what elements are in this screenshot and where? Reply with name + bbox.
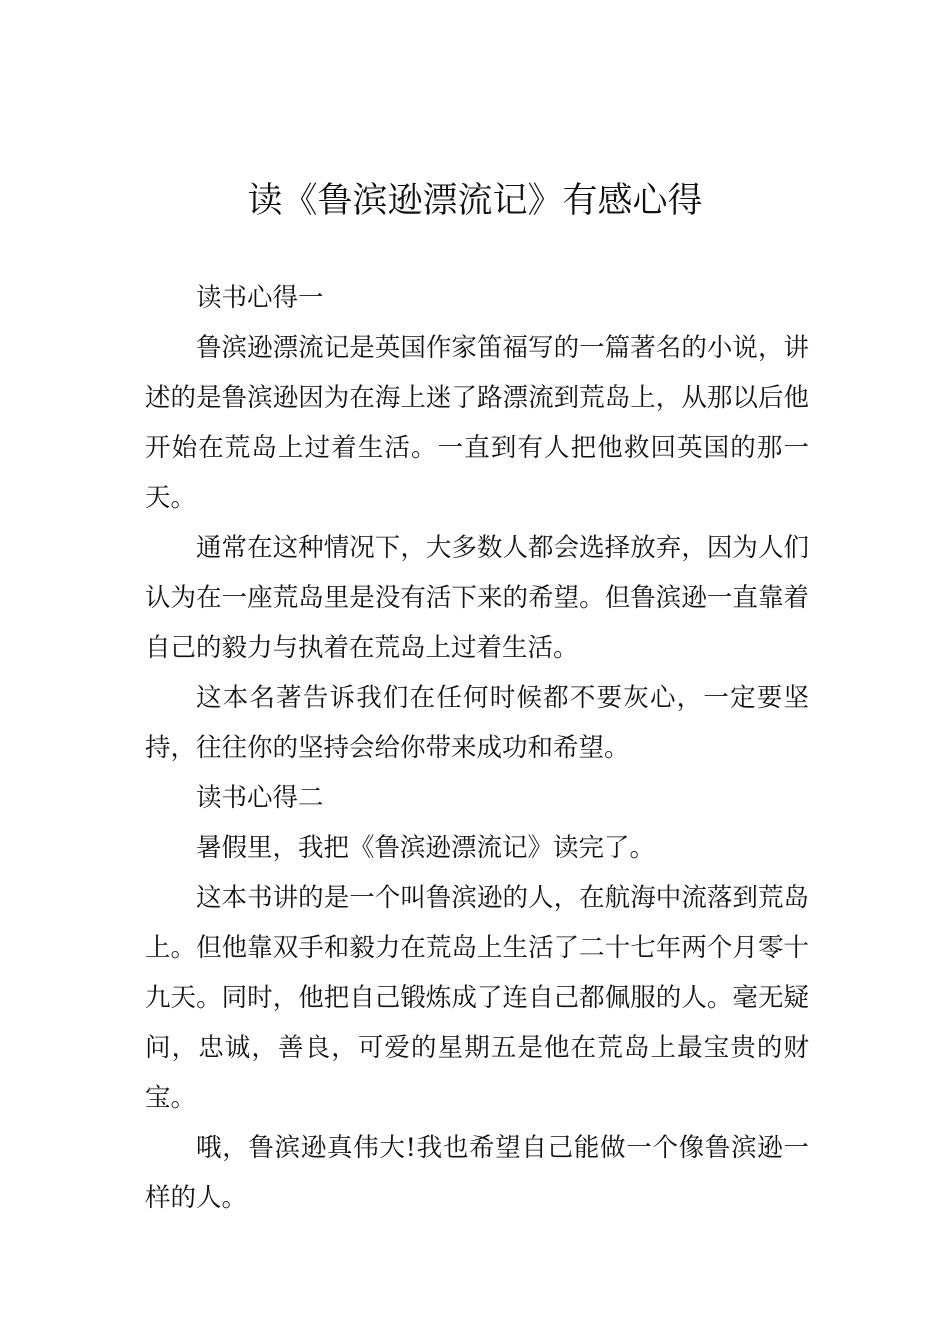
document-body <box>145 273 809 1223</box>
paragraph: 通常在这种情况下，大多数人都会选择放弃，因为人们认为在一座荒岛里是没有活下来的希望。但鲁滨逊一直靠着自己的毅力与执着在荒岛上过着生活。 <box>145 533 809 663</box>
section-heading-2: 读书心得二 <box>196 783 324 813</box>
paragraph: 哦，鲁滨逊真伟大!我也希望自己能做一个像鲁滨逊一样的人。 <box>145 1133 809 1213</box>
paragraph: 这本书讲的是一个叫鲁滨逊的人，在航海中流落到荒岛上。但他靠双手和毅力在荒岛上生活了二十七年两个月零十九天。同时，他把自己锻炼成了连自己都佩服的人。毫无疑问，忠诚，善良，可爱的星期五是他在荒岛上最宝贵的财宝。 <box>145 883 809 1113</box>
paragraph: 这本名著告诉我们在任何时候都不要灰心，一定要坚持，往往你的坚持会给你带来成功和希望。 <box>145 683 809 763</box>
section-heading-1: 读书心得一 <box>196 283 324 313</box>
paragraph: 鲁滨逊漂流记是英国作家笛福写的一篇著名的小说，讲述的是鲁滨逊因为在海上迷了路漂流到荒岛上，从那以后他开始在荒岛上过着生活。一直到有人把他救回英国的那一天。 <box>145 333 809 513</box>
document-title: 读《鲁滨逊漂流记》有感心得 <box>247 181 703 221</box>
paragraph: 暑假里，我把《鲁滨逊漂流记》读完了。 <box>196 833 656 863</box>
